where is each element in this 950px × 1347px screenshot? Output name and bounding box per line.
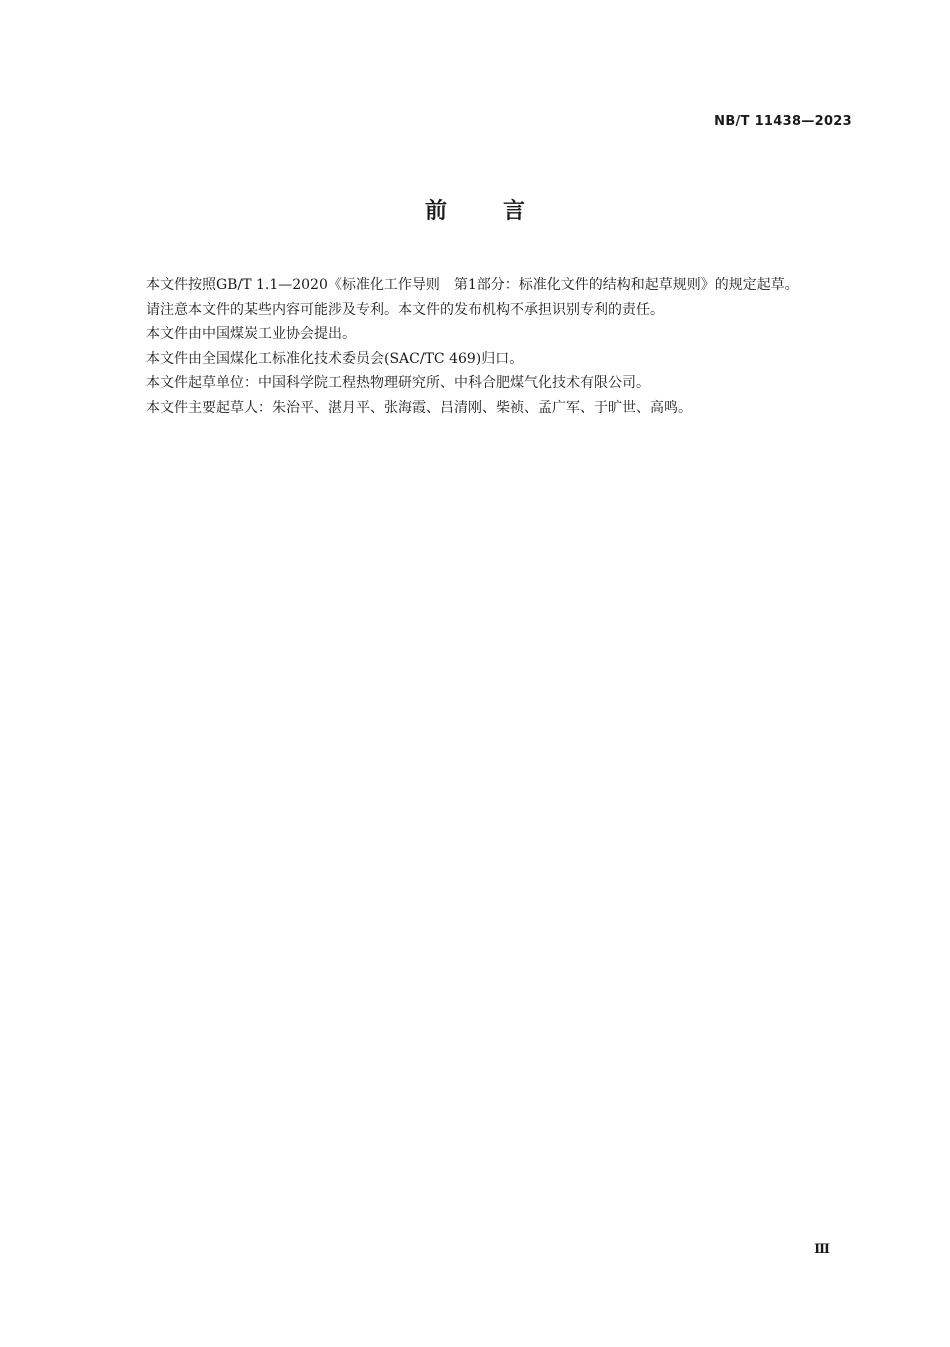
standard-code: NB/T 11438—2023: [714, 114, 852, 129]
paragraph-patent-notice: 请注意本文件的某些内容可能涉及专利。本文件的发布机构不承担识别专利的责任。: [146, 301, 664, 318]
page-number: Ⅲ: [814, 1242, 830, 1257]
page-title: 前言: [424, 199, 581, 224]
paragraph-administrator: 本文件由全国煤化工标准化技术委员会(SAC/TC 469)归口。: [146, 350, 524, 367]
paragraph-drafters: 本文件主要起草人：朱治平、湛月平、张海霞、吕清刚、柴祯、孟广军、于旷世、高鸣。: [146, 399, 692, 416]
paragraph-proposer: 本文件由中国煤炭工业协会提出。: [146, 326, 356, 342]
paragraph-drafting-rules: 本文件按照GB/T 1.1—2020《标准化工作导则 第1部分：标准化文件的结构和起草规则》的规定起草。: [146, 277, 799, 293]
paragraph-drafting-units: 本文件起草单位：中国科学院工程热物理研究所、中科合肥煤气化技术有限公司。: [146, 375, 650, 391]
foreword-body: [116, 273, 852, 420]
